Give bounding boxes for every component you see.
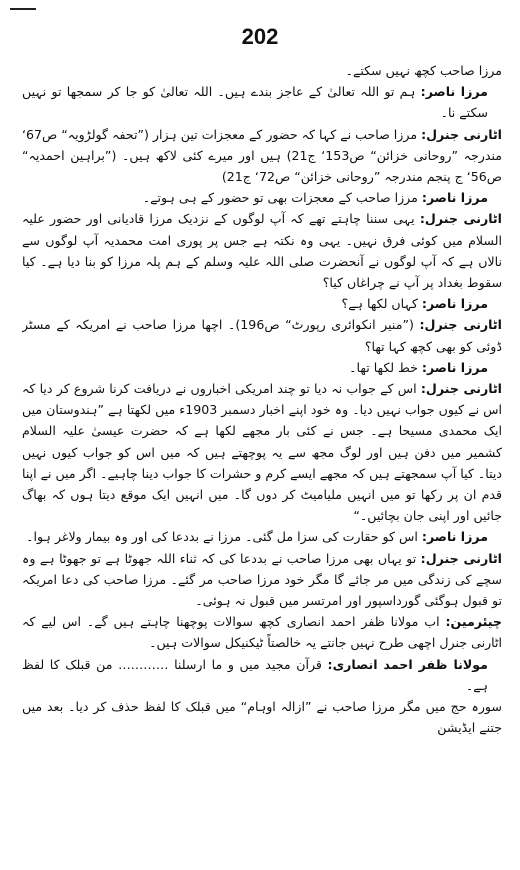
corner-rule (10, 8, 36, 10)
page-number: 202 (241, 24, 279, 49)
paragraph: مرزا ناصر: اس کو حقارت کی سزا مل گئی۔ مرزا نے بددعا کی اور وہ بیمار ولاغر ہوا۔ (26, 529, 488, 545)
paragraph: اٹارنی جنرل: یہی سننا چاہتے تھے کہ آپ لوگوں کے نزدیک مرزا قادیانی اور حضور علیہ السلام میں کوئی فرق نہیں۔ یہی وہ نکتہ ہے جس پر پوری امت محمدیہ آپ لوگوں سے نالاں ہے کہ آپ لوگوں نے آنحضرت صلی اللہ علیہ وسلم کے ہم پلہ مرزا کو بنا دیا ہے۔ کیا سقوط بغداد پر آپ نے چراغاں کیا؟ (22, 211, 502, 291)
paragraph: مرزا ناصر: خط لکھا تھا۔ (349, 359, 488, 375)
paragraph: سورہ حج میں مگر مرزا صاحب نے ”ازالہ اوہام“ میں قبلک کا لفظ حذف کر دیا۔ بعد میں جتنے ایڈیشن (22, 699, 502, 736)
paragraph: اٹارنی جنرل: تو یہاں بھی مرزا صاحب نے بددعا کی کہ ثناء اللہ جھوٹا ہے تو جھوٹا ہے وہ سچے کی زندگی میں مر جائے گا مگر خود مرزا صاحب مر گئے۔ مرزا صاحب کی دعا امریکہ تو قبول ہوگئی گورداسپور اور امرتسر میں قبول نہ ہوئی۔ (22, 550, 502, 609)
paragraph: مرزا ناصر: مرزا صاحب کے معجزات بھی تو حضور کے ہی ہوتے۔ (142, 190, 488, 206)
paragraph: چیئرمین: اب مولانا ظفر احمد انصاری کچھ سوالات پوچھنا چاہتے ہیں گے۔ اس لیے کہ اٹارنی جنرل اچھی طرح نہیں جانتے یہ خالصتاً ٹیکنیکل سوالات ہیں۔ (22, 614, 502, 651)
paragraph: مرزا ناصر: ہم تو اللہ تعالیٰ کے عاجز بندے ہیں۔ اللہ تعالیٰ کو جا کر سمجھا تو نہیں سکتے نا۔ (22, 84, 488, 121)
paragraph: مرزا ناصر: کہاں لکھا ہے؟ (341, 296, 488, 312)
paragraph: اٹارنی جنرل: (”منیر انکوائری رپورٹ“ ص196)۔ اچھا مرزا صاحب نے امریکہ کے مسٹر ڈوئی کو بھی کچھ کہا تھا؟ (22, 317, 502, 354)
paragraph: اٹارنی جنرل: اس کے جواب نہ دیا تو چند امریکی اخباروں نے دریافت کرنا شروع کر دیا کہ اس نے کیوں جواب نہیں دیا۔ وہ خود اپنے اخبار دسمبر 1903ء میں لکھتا ہے ”ہندوستان میں ایک محمدی مسیحا ہے۔ جس نے کئی بار مجھے لکھا ہے کہ حضرت عیسیٰ علیہ السلام کشمیر میں دفن ہیں اور لوگ مجھ سے یہ پوچھتے ہیں کہ میں اس کو جواب کیوں نہیں دیتا۔ کیا آپ سمجھتے ہیں کہ مجھے ایسے کرم و حشرات کا جواب دینا چاہیے۔ اگر میں نے اپنا قدم ان پر رکھا تو میں انہیں ملیامیٹ کر دوں گا۔ میں انہیں ایک موقع دیتا ہوں کہ بھاگ جائیں اور اپنی جان بچائیں۔“ (22, 381, 502, 524)
page-body (22, 60, 502, 862)
paragraph: اٹارنی جنرل: مرزا صاحب نے کہا کہ حضور کے معجزات تین ہزار (”تحفہ گولڑویہ“ ص67‘ مندرجہ ”روحانی خزائن“ ص153‘ ج21) ہیں اور میرے کئی لاکھ ہیں۔ (”براہین احمدیہ“ ص56‘ ج پنجم مندرجہ ”روحانی خزائن“ ص72‘ ج21) (22, 126, 502, 185)
paragraph: مرزا صاحب کچھ نہیں سکتے۔ (345, 63, 502, 78)
paragraph: مولانا ظفر احمد انصاری: قرآن مجید میں و ما ارسلنا ………… من قبلک کا لفظ ہے۔ (22, 656, 488, 693)
